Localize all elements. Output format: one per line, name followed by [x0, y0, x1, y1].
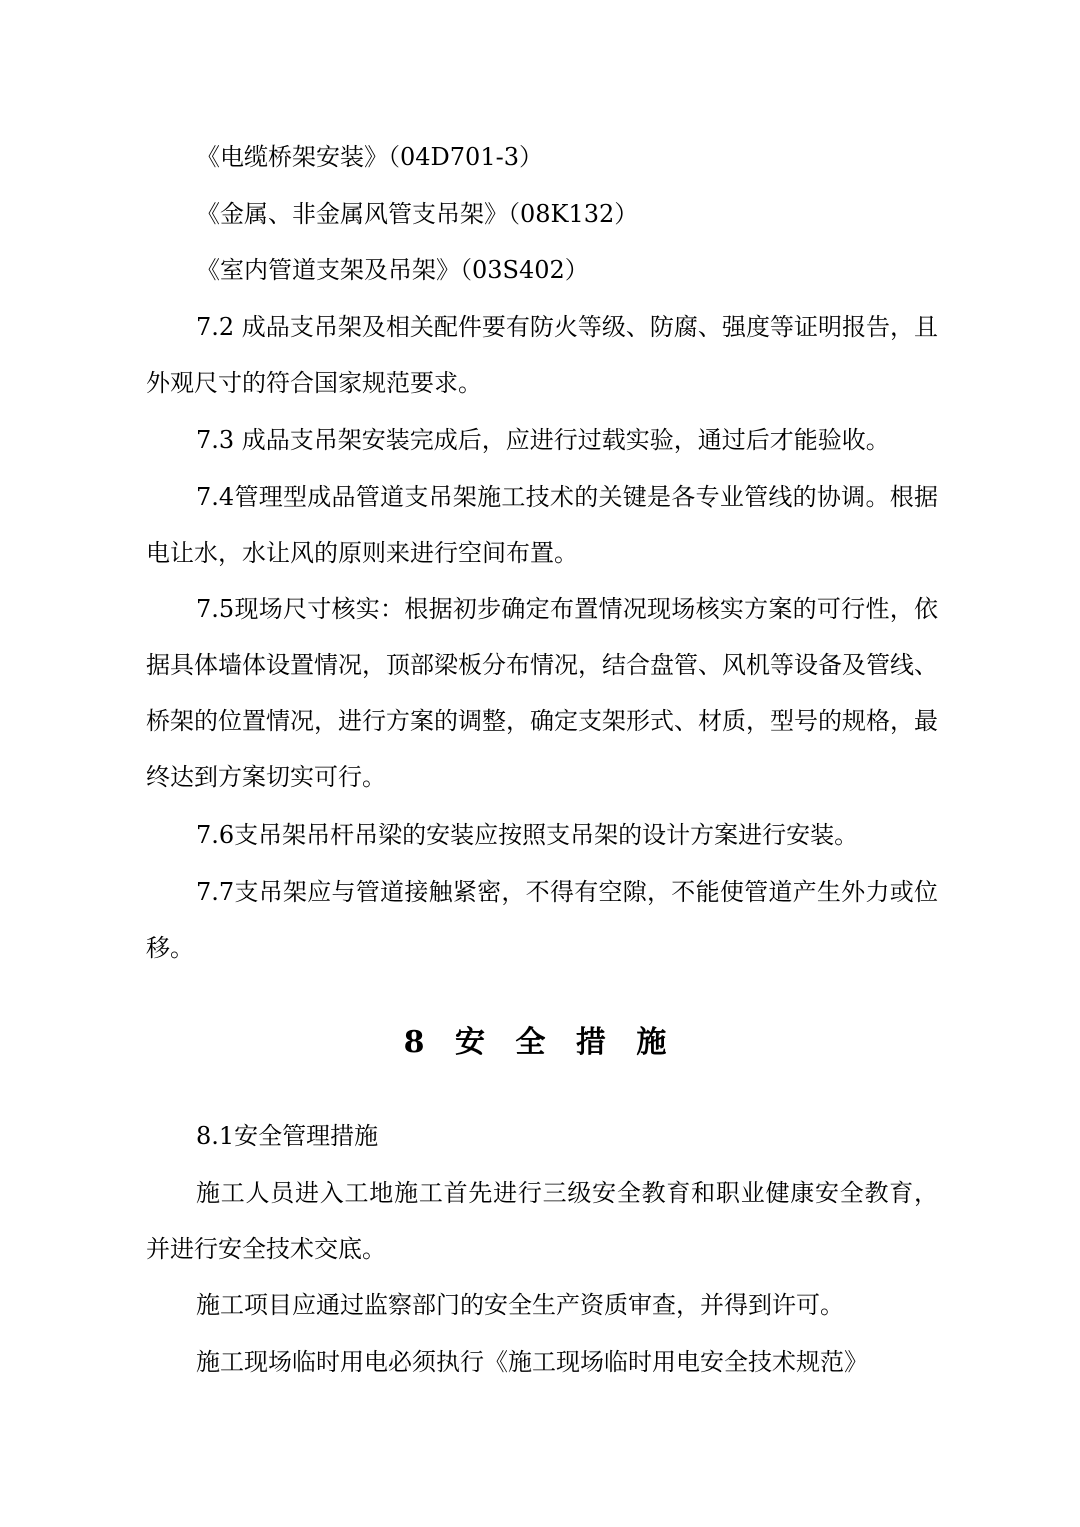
paragraph-7-4: 7.4管理型成品管道支吊架施工技术的关键是各专业管线的协调。根据电让水，水让风的原则来进行空间布置。: [146, 483, 938, 567]
paragraph-qualification-review: 施工项目应通过监察部门的安全生产资质审查，并得到许可。: [196, 1291, 844, 1319]
reference-duct-hanger: 《金属、非金属风管支吊架》（08K132）: [196, 200, 639, 228]
paragraph-7-5: 7.5现场尺寸核实：根据初步确定布置情况现场核实方案的可行性，依据具体墙体设置情况，顶部梁板分布情况，结合盘管、风机等设备及管线、桥架的位置情况，进行方案的调整，确定支架形式、材质，型号的规格，最终达到方案切实可行。: [146, 595, 938, 791]
paragraph-safety-education: 施工人员进入工地施工首先进行三级安全教育和职业健康安全教育，并进行安全技术交底。: [146, 1179, 938, 1263]
subsection-8-1-title: 8.1安全管理措施: [196, 1122, 379, 1150]
paragraph-7-3: 7.3 成品支吊架安装完成后，应进行过载实验，通过后才能验收。: [196, 426, 890, 454]
section-heading-safety: 8 安 全 措 施: [403, 1025, 677, 1060]
paragraph-7-2: 7.2 成品支吊架及相关配件要有防火等级、防腐、强度等证明报告，且外观尺寸的符合国家规范要求。: [146, 313, 938, 397]
reference-pipe-support: 《室内管道支架及吊架》（03S402）: [196, 256, 589, 284]
paragraph-temporary-power: 施工现场临时用电必须执行《施工现场临时用电安全技术规范》: [196, 1348, 868, 1376]
reference-cable-tray: 《电缆桥架安装》（04D701-3）: [196, 143, 543, 171]
paragraph-7-7: 7.7支吊架应与管道接触紧密，不得有空隙，不能使管道产生外力或位移。: [146, 878, 938, 962]
paragraph-7-6: 7.6支吊架吊杆吊梁的安装应按照支吊架的设计方案进行安装。: [196, 821, 859, 849]
